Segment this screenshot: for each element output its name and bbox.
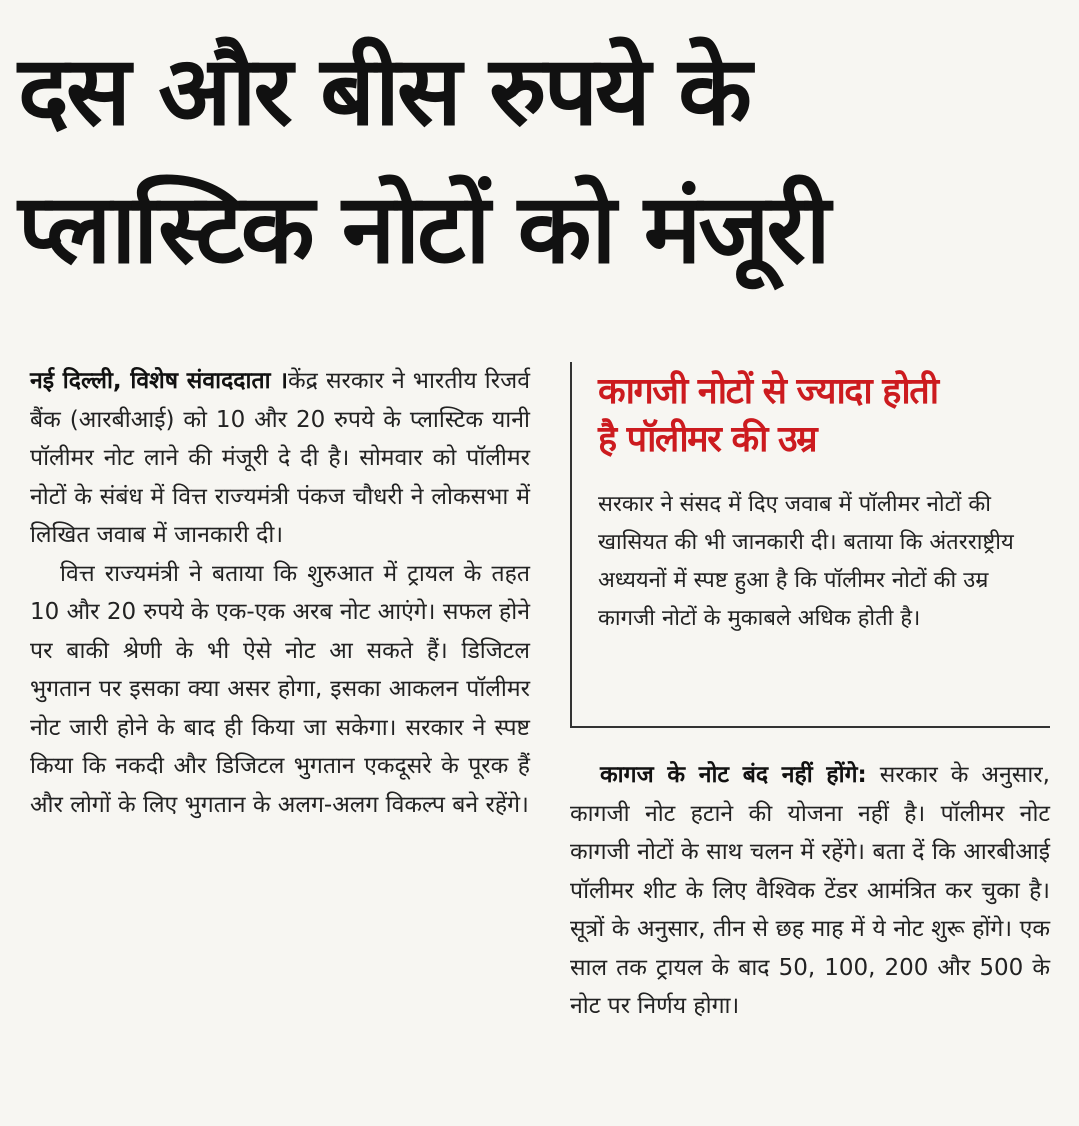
dateline: नई दिल्ली, विशेष संवाददाता । — [30, 368, 289, 394]
sidebar-body: सरकार ने संसद में दिए जवाब में पॉलीमर नोटों की खासियत की भी जानकारी दी। बताया कि अंतरराष्ट्रीय अध्ययनों में स्पष्ट हुआ है कि पॉलीमर नोटों की उम्र कागजी नोटों के मुकाबले अधिक होती है। — [598, 492, 1014, 631]
sidebar-title-line-1: कागजी नोटों से ज्यादा होती — [598, 371, 938, 412]
section2-subhead: कागज के नोट बंद नहीं होंगे: — [600, 762, 867, 788]
sidebar-title-line-2: है पॉलीमर की उम्र — [598, 419, 817, 460]
article-paragraph-1 — [30, 362, 530, 555]
headline — [18, 22, 1063, 298]
article-paragraph-1-text: केंद्र सरकार ने भारतीय रिजर्व बैंक (आरबीआई) को 10 और 20 रुपये के प्लास्टिक यानी पॉलीमर नोट लाने की मंजूरी दे दी है। सोमवार को पॉलीमर नोटों के संबंध में वित्त राज्यमंत्री पंकज चौधरी ने लोकसभा में लिखित जवाब में जानकारी दी। — [30, 368, 530, 548]
article-right-column — [570, 756, 1050, 1026]
article-paragraph-2: वित्त राज्यमंत्री ने बताया कि शुरुआत में ट्रायल के तहत 10 और 20 रुपये के एक-एक अरब नोट आएंगे। सफल होने पर बाकी श्रेणी के भी ऐसे नोट आ सकते हैं। डिजिटल भुगतान पर इसका क्या असर होगा, इसका आकलन पॉलीमर नोट जारी होने के बाद ही किया जा सकेगा। सरकार ने स्पष्ट किया कि नकदी और डिजिटल भुगतान एकदूसरे के पूरक हैं और लोगों के लिए भुगतान के अलग-अलग विकल्प बने रहेंगे। — [30, 560, 530, 818]
section2-body: सरकार के अनुसार, कागजी नोट हटाने की योजना नहीं है। पॉलीमर नोट कागजी नोटों के साथ चलन में रहेंगे। बता दें कि आरबीआई पॉलीमर शीट के लिए वैश्विक टेंडर आमंत्रित कर चुका है। सूत्रों के अनुसार, तीन से छह माह में ये नोट शुरू होंगे। एक साल तक ट्रायल के बाद 50, 100, 200 और 500 के नोट पर निर्णय होगा। — [570, 762, 1050, 1019]
sidebar-box — [570, 362, 1050, 728]
article-left-column — [30, 362, 530, 824]
section2-paragraph — [570, 756, 1050, 1026]
headline-line-2: प्लास्टिक नोटों को मंजूरी — [18, 173, 828, 285]
headline-line-1: दस और बीस रुपये के — [18, 35, 749, 147]
sidebar-title — [598, 368, 1040, 464]
